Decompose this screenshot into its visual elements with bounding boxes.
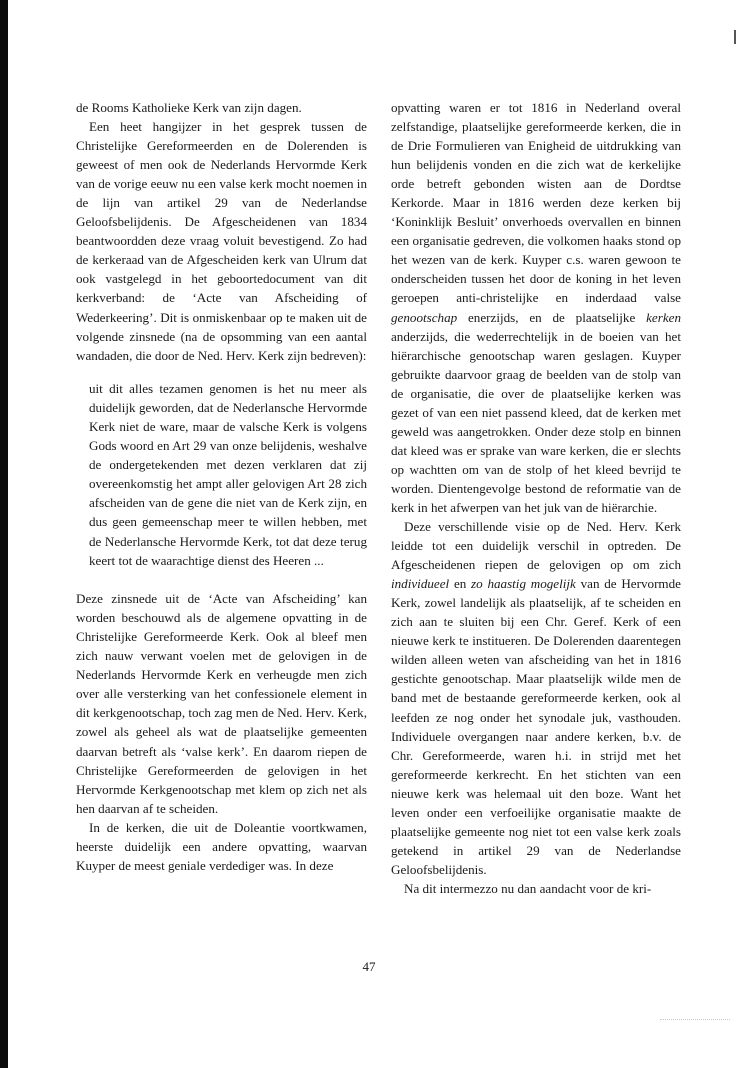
page-number: 47 (362, 959, 376, 974)
paragraph-heet-hangijzer: Een heet hangijzer in het gesprek tussen de Christelijke Gereformeerden en de Dolerenden is geweest of men ook de Nederlands Hervormde Kerk van de vorige eeuw nu een valse kerk mocht noemen in de lijn van artikel 29 van de Nederlandse Geloofsbelijdenis. De Afgescheidenen van 1834 beantwoordden deze vraag voluit bevestigend. Zo had de kerkeraad van de Afgescheiden kerk van Ulrum dat ook vastgelegd in het geboortedocument van dit kerkverband: de ‘Acte van Afscheiding of Wederkeering’. Dit is onmiskenbaar op te maken uit de volgende zinsnede (na de opsomming van een aantal wandaden, die door de Ned. Herv. Kerk zijn bedreven): (76, 119, 367, 363)
paragraph-opvatting: opvatting waren er tot 1816 in Nederland overal zelfstandige, plaatselijke gereformeerde kerken, die in de Drie Formulieren van Enigheid de uitdrukking van hun belijdenis vonden en die zich wat de kerkelijke orde betreft gebonden wisten aan de Dordtse Kerkorde. Maar in 1816 werden deze kerken bij ‘Koninklijk Besluit’ onverhoeds overvallen en binnen een organisatie gedreven, die volkomen haaks stond op het wezen van de kerk. Kuyper c.s. waren gewoon te onderscheiden tussen het door de koning in het leven geroepen anti-christelijke en inderdaad valse genootschap enerzijds, en de plaatselijke kerken anderzijds, die wederrechtelijk in de boeien van het hiërarchische genootschap waren geslagen. Kuyper gebruikte daarvoor graag de beelden van de stolp van de organisatie, die over de plaatselijke kerken was gezet of van een niet passend kleed, dat de kerken met geweld was aangetrokken. Onder deze stolp en binnen dat kleed was er sprake van ware kerken, die er slechts op wachtten om van de stolp of het kleed bevrijd te worden. Dientengevolge bestond de reformatie van de kerk in het afwerpen van het juk van de hiërarchie. (391, 100, 681, 515)
paragraph-doleantie: In de kerken, die uit de Doleantie voortkwamen, heerste duidelijk een andere opvatting, waarvan Kuyper de meest geniale verdediger was. In deze (76, 819, 367, 873)
emphasis-kerken: kerken (646, 309, 681, 325)
emphasis-zo-haastig-mogelijk: zo haastig mogelijk (471, 576, 576, 592)
paragraph-verschillende-visie: Deze verschillende visie op de Ned. Herv. Kerk leidde tot een duidelijk verschil in optreden. De Afgescheidenen riepen de gelovigen op om zich individueel en zo haastig mogelijk van de Hervormde Kerk, zowel landelijk als plaatselijk, af te scheiden en zich aan te sluiten bij een Chr. Geref. Kerk of een nieuwe kerk te institueren. De Dolerenden daarentegen wilden alleen weten van afscheiding van het in 1816 gestichte genootschap. Maar plaatselijk wilde men de band met de bestaande gereformeerde kerken, ook al leefden ze nog onder het synodale juk, vasthouden. Individuele overgangen naar andere kerken, b.v. de Chr. Gereformeerde, waren h.i. in strijd met het gereformeerde kerkrecht. En het stichten van een nieuwe kerk was helemaal uit den boze. Want het leven onder een verfoeilijke organisatie maakte de plaatselijke gemeente nog niet tot een valse kerk zoals getekend in artikel 29 van de Nederlandse Geloofsbelijdenis. (391, 519, 681, 877)
emphasis-individueel: individueel (391, 576, 450, 592)
scan-edge-mark (734, 30, 736, 44)
scan-artifact-line (660, 1019, 730, 1020)
right-column (391, 98, 681, 898)
paragraph-intermezzo: Na dit intermezzo nu dan aandacht voor de kri- (404, 880, 652, 896)
left-column (76, 98, 367, 875)
scan-binding-edge (0, 0, 8, 1068)
paragraph-continuation: de Rooms Katholieke Kerk van zijn dagen. (76, 100, 302, 115)
block-quote-acte-van-afscheiding: uit dit alles tezamen genomen is het nu meer als duidelijk geworden, dat de Nederlansche Hervormde Kerk niet de ware, maar de valsche Kerk is volgens Gods woord en Art 29 van onze belijdenis, weshalve de ondergetekenden met dezen verklaren dat zij overeenkomstig het ampt aller gelovigen Art 28 zich afscheiden van de gene die niet van de Kerk zijn, en dus geen gemeenschap meer te willen hebben, met de Nederlansche Hervormde Kerk, tot dat deze terug keert tot de waarachtige dienst des Heeren ... (89, 381, 367, 568)
paragraph-zinsnede: Deze zinsnede uit de ‘Acte van Afscheiding’ kan worden beschouwd als de algemene opvatting in de Christelijke Gereformeerde Kerk. Ook al bleef men zich nauw verwant voelen met de gelovigen in de Nederlands Hervormde Kerk en verheugde men zich over alle versterking van het confessionele element in dit kerkgenootschap, toch zag men de Ned. Herv. Kerk, zowel als geheel als wat de plaatselijke gemeenten daarvan betreft als ‘valse kerk’. En daarom riepen de Christelijke Gereformeerden de gelovigen in het Hervormde Kerkgenootschap met klem op zich net als hen daarvan af te scheiden. (76, 591, 367, 816)
emphasis-genootschap: genootschap (391, 309, 458, 325)
